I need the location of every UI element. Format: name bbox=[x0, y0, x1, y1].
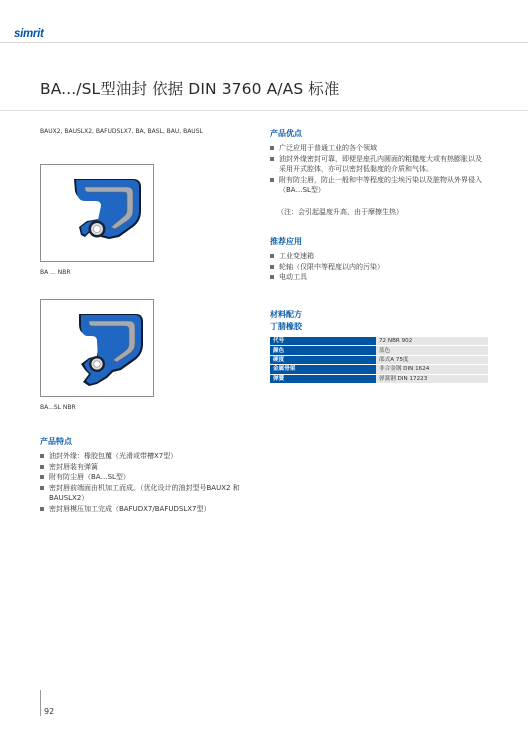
list-item: 密封唇装有弹簧 bbox=[40, 462, 250, 473]
material-key: 弹簧 bbox=[270, 374, 376, 383]
figure-caption-ba: BA ... NBR bbox=[40, 269, 71, 276]
seal-drawing-basl bbox=[40, 299, 154, 397]
material-key: 金属骨架 bbox=[270, 365, 376, 374]
table-row bbox=[270, 337, 488, 346]
table-row bbox=[270, 374, 488, 383]
title-divider bbox=[0, 110, 528, 111]
material-value: 蓝色 bbox=[376, 346, 488, 355]
material-value: 非合金钢 DIN 1624 bbox=[376, 365, 488, 374]
logo-text: simrit bbox=[14, 28, 44, 40]
seal-cross-section-basl-icon bbox=[41, 300, 153, 396]
features-list bbox=[40, 451, 250, 514]
advantages-note: （注：会引起温度升高，由于摩擦生热） bbox=[277, 208, 403, 216]
material-key: 硬度 bbox=[270, 355, 376, 364]
list-item: 电动工具 bbox=[270, 272, 488, 283]
seal-drawing-ba bbox=[40, 164, 154, 262]
list-item: 油封外缘密封可靠，即便是座孔内圆面的粗糙度大或有热膨胀以及采用开式腔体，亦可以密封低黏度的介质和气体。 bbox=[270, 154, 488, 175]
simrit-logo bbox=[14, 22, 54, 40]
material-key: 代号 bbox=[270, 337, 376, 346]
list-item: 密封唇前端面由机加工而成。（优化设计的油封型号BAUX2 和BAUSLX2） bbox=[40, 483, 250, 504]
header-divider bbox=[0, 42, 528, 43]
materials-subheading: 丁腈橡胶 bbox=[270, 322, 302, 331]
materials-heading: 材料配方 bbox=[270, 310, 302, 319]
advantages-list bbox=[270, 143, 488, 196]
material-value: 邵式A 75度 bbox=[376, 355, 488, 364]
figure-caption-basl: BA...SL NBR bbox=[40, 404, 76, 411]
list-item: 广泛应用于普通工业的各个领域 bbox=[270, 143, 488, 154]
material-table bbox=[270, 337, 488, 384]
footer-divider bbox=[40, 690, 41, 716]
page-title: BA.../SL型油封 依据 DIN 3760 A/AS 标准 bbox=[40, 80, 340, 98]
list-item: 轮轴（仅限中等程度以内的污染） bbox=[270, 262, 488, 273]
features-heading: 产品特点 bbox=[40, 437, 72, 446]
list-item: 附有防尘唇（BA…SL型） bbox=[40, 472, 250, 483]
table-row bbox=[270, 365, 488, 374]
list-item: 油封外缘：橡胶包覆（光滑或带槽X7型） bbox=[40, 451, 250, 462]
list-item: 附有防尘唇，防止一般和中等程度的尘埃污染以及脏物从外界侵入（BA…SL型） bbox=[270, 175, 488, 196]
material-key: 颜色 bbox=[270, 346, 376, 355]
list-item: 密封唇模压加工完成（BAFUDX7/BAFUDSLX7型） bbox=[40, 504, 250, 515]
material-value: 弹簧钢 DIN 17223 bbox=[376, 374, 488, 383]
table-row bbox=[270, 355, 488, 364]
material-value: 72 NBR 902 bbox=[376, 337, 488, 346]
page-number: 92 bbox=[44, 707, 55, 716]
applications-heading: 推荐应用 bbox=[270, 237, 302, 246]
applications-list bbox=[270, 251, 488, 283]
variant-list: BAUX2, BAUSLX2, BAFUDSLX7, BA, BASL, BAU, BAUSL bbox=[40, 128, 203, 135]
seal-cross-section-ba-icon bbox=[41, 165, 153, 261]
list-item: 工业变速箱 bbox=[270, 251, 488, 262]
table-row bbox=[270, 346, 488, 355]
advantages-heading: 产品优点 bbox=[270, 129, 302, 138]
